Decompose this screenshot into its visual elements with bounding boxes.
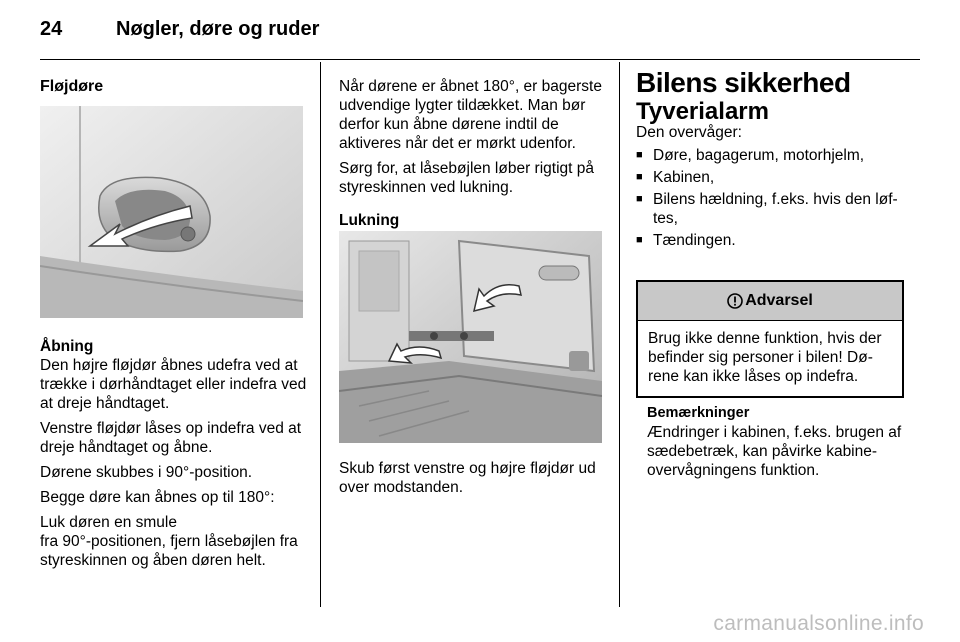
warning-title: Advarsel xyxy=(745,292,813,309)
paragraph: Den højre fløjdør åbnes udefra ved at trække i dørhåndtaget eller indefra ved at dreje håndtaget. xyxy=(40,357,307,412)
notes-text: Ændringer i kabinen, f.eks. brugen af sædebetræk, kan påvirke kabineovervågningens funktion. xyxy=(647,424,902,479)
warning-text: Brug ikke denne funktion, hvis der befinder sig personer i bilen! Dørene kan ikke låses op indefra. xyxy=(648,330,882,385)
notes-block xyxy=(647,404,909,480)
list-item: ■ Døre, bagagerum, motorhjelm, xyxy=(636,146,906,165)
page-number: 24 xyxy=(40,18,63,40)
warning-box xyxy=(636,280,904,398)
warning-icon xyxy=(727,293,743,309)
column-divider-1 xyxy=(320,62,321,607)
header-divider xyxy=(40,59,920,60)
section-heading-floejdoere: Fløjdøre xyxy=(40,78,104,95)
notes-heading: Bemærkninger xyxy=(647,405,750,421)
figure-caption: Skub først venstre og højre fløjdør ud over modstanden. xyxy=(339,460,596,496)
monitored-list xyxy=(636,146,906,250)
column-1 xyxy=(40,77,308,96)
paragraph: Begge døre kan åbnes op til 180°: xyxy=(40,489,275,506)
subheading-lukning: Lukning xyxy=(339,212,400,229)
watermark: carmanualsonline.info xyxy=(713,612,924,635)
paragraph: Sørg for, at låsebøjlen løber rigtigt på styreskinnen ved lukning. xyxy=(339,160,595,196)
column-2 xyxy=(339,77,605,230)
column-divider-2 xyxy=(619,62,620,607)
subheading-tyverialarm: Tyverialarm xyxy=(636,98,769,125)
page-title: Nøgler, døre og ruder xyxy=(116,18,320,40)
column-2-caption xyxy=(339,459,607,503)
warning-header xyxy=(638,282,902,321)
list-item: ■ Bilens hældning, f.eks. hvis den løftes, xyxy=(636,190,906,228)
list-item: ■ Kabinen, xyxy=(636,168,906,187)
paragraph: Dørene skubbes i 90°-position. xyxy=(40,464,253,481)
door-handle-illustration xyxy=(40,106,303,318)
section-heading-bilens-sikkerhed: Bilens sikkerhed xyxy=(636,67,851,98)
column-3 xyxy=(636,67,906,253)
door-closing-illustration xyxy=(339,231,602,443)
subheading-aabning: Åbning xyxy=(40,338,94,355)
paragraph: Luk døren en smule xyxy=(40,514,177,531)
list-item: ■ Tændingen. xyxy=(636,231,906,250)
paragraph: Venstre fløjdør låses op indefra ved at dreje håndtaget og åbne. xyxy=(40,420,302,456)
column-1-text xyxy=(40,337,308,576)
intro-text: Den overvåger: xyxy=(636,124,742,141)
paragraph: fra 90°-positionen, fjern låsebøjlen fra styreskinnen og åben døren helt. xyxy=(40,533,298,569)
paragraph: Når dørene er åbnet 180°, er bagerste udvendige lygter tildækket. Man bør derfor kun åbne dørene indtil de aktiveres når det er mørkt udenfor. xyxy=(339,78,602,152)
